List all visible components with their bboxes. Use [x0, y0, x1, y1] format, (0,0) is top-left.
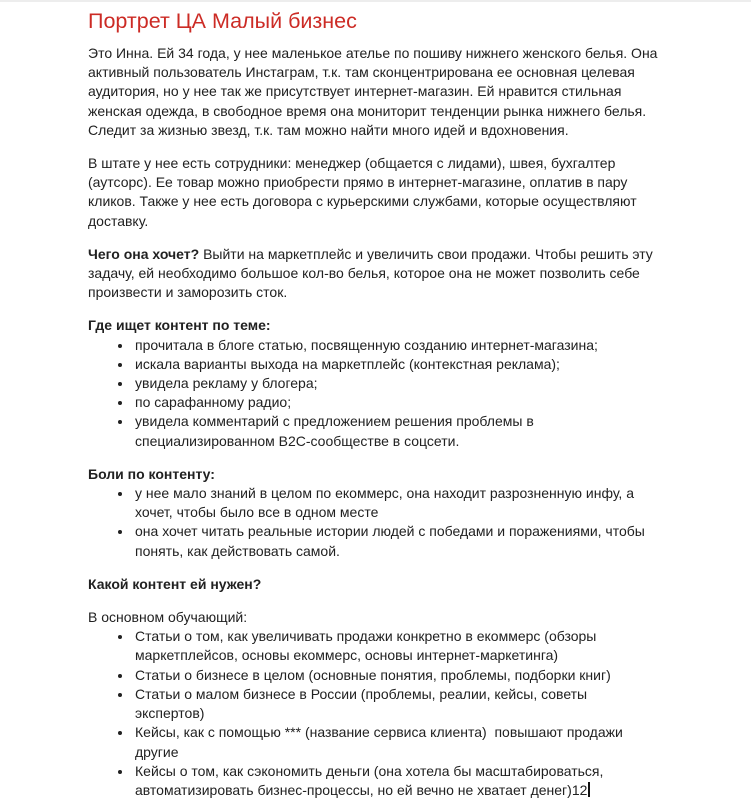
section-heading-where-content: Где ищет контент по теме: [88, 317, 271, 334]
text-cursor [588, 782, 590, 797]
list-item: • искала варианты выхода на маркетплейс (контекстная реклама); [133, 355, 666, 374]
list-item: • у нее мало знаний в целом по екоммерс, она находит разрозненную инфу, а хочет, чтобы было все в одном месте [133, 484, 666, 522]
list-item: • увидела комментарий с предложением решения проблемы в специализированном B2C-сообществе в соцсети. [133, 412, 666, 450]
list-item: • по сарафанному радио; [133, 393, 666, 412]
page-title: Портрет ЦА Малый бизнес [88, 9, 357, 33]
pains-list [88, 484, 666, 561]
intro-paragraph-2: В штате у нее есть сотрудники: менеджер (общается с лидами), швея, бухгалтер (аутсорс). Ее товар можно приобрести прямо в интернет-магазине, оплатив в пару кликов. Также у нее есть договора с курьерскими службами, которые осуществляют доставку. [88, 155, 641, 229]
list-item [133, 762, 666, 800]
section-heading-needed-content: Какой контент ей нужен? [88, 575, 262, 592]
list-item: • Статьи о бизнесе в целом (основные понятия, проблемы, подборки книг) [133, 666, 666, 685]
list-item: • прочитала в блоге статью, посвященную созданию интернет-магазина; [133, 336, 666, 355]
goal-label: Чего она хочет? [88, 245, 200, 262]
section-heading-pains: Боли по контенту: [88, 465, 215, 482]
list-item-text: Кейсы о том, как сэкономить деньги (она хотела бы масштабироваться, автоматизировать бизнес-процессы, но ей вечно не хватает денег)12 [135, 762, 608, 798]
needed-content-subheading: В основном обучающий: [88, 609, 248, 626]
document-page[interactable] [88, 2, 666, 800]
where-content-list [88, 336, 666, 451]
needed-content-list [88, 627, 666, 800]
list-item: • увидела рекламу у блогера; [133, 374, 666, 393]
goal-paragraph [88, 245, 666, 303]
list-item: • она хочет читать реальные истории людей с победами и поражениями, чтобы понять, как действовать самой. [133, 522, 666, 560]
list-item: • Статьи о малом бизнесе в России (проблемы, реалии, кейсы, советы экспертов) [133, 685, 666, 723]
list-item: • Статьи о том, как увеличивать продажи конкретно в екоммерс (обзоры маркетплейсов, основы екоммерс, основы интернет-маркетинга) [133, 627, 666, 665]
intro-paragraph-1: Это Инна. Ей 34 года, у нее маленькое ателье по пошиву нижнего женского белья. Она активный пользователь Инстаграм, т.к. там сконцентрирована ее основная целевая аудитория, но у нее так же присутствует интернет-магазин. Ей нравится стильная женская одежда, в свободное время она мониторит тенденции рынка нижнего белья. Следит за жизнью звезд, т.к. там можно найти много идей и вдохновения. [88, 45, 662, 138]
goal-text: Выйти на маркетплейс и увеличить свои продажи. Чтобы решить эту задачу, ей необходимо большое кол-во белья, которое она не может позволить себе произвести и заморозить сток. [88, 245, 657, 301]
list-item: • Кейсы, как с помощью *** (название сервиса клиента) повышают продажи другие [133, 723, 666, 761]
